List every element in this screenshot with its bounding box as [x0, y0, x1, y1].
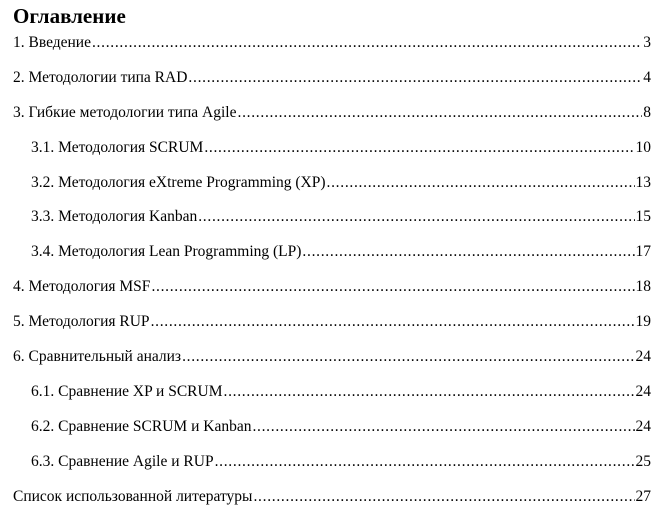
- toc-entry[interactable]: [13, 347, 651, 382]
- toc-entry[interactable]: [13, 33, 651, 68]
- dot-leader: [238, 103, 643, 122]
- toc-entry-label: 3.2. Методология eXtreme Programming (XP): [31, 173, 326, 191]
- dot-leader: [252, 417, 634, 436]
- toc-entry-page: 24: [635, 382, 651, 400]
- toc-entry[interactable]: [13, 103, 651, 138]
- toc-entry-label: 3.3. Методология Kanban: [31, 208, 198, 226]
- toc-entry-label: 1. Введение: [13, 34, 91, 51]
- dot-leader: [302, 242, 634, 261]
- toc-entry-page: 24: [635, 348, 651, 366]
- dot-leader: [92, 33, 642, 52]
- toc-entry[interactable]: [13, 277, 651, 312]
- toc-entry-label: 6. Сравнительный анализ: [13, 348, 182, 366]
- dot-leader: [204, 138, 634, 157]
- toc-entry[interactable]: [13, 382, 651, 417]
- toc-entry[interactable]: [13, 138, 651, 173]
- dot-leader: [151, 312, 635, 331]
- toc-entry-label: 3.1. Методология SCRUM: [31, 138, 204, 156]
- toc-entry[interactable]: [13, 487, 651, 514]
- toc-entry-page: 18: [635, 278, 651, 296]
- toc-entry-page: 8: [643, 103, 651, 121]
- dot-leader: [151, 277, 634, 296]
- dot-leader: [327, 173, 635, 192]
- toc-entry-page: 3: [643, 34, 651, 51]
- toc-entry-page: 19: [635, 313, 651, 331]
- dot-leader: [224, 382, 635, 401]
- toc-entry[interactable]: [13, 417, 651, 452]
- toc-entry[interactable]: [13, 68, 651, 103]
- toc-list: [13, 33, 651, 514]
- toc-entry-label: 5. Методология RUP: [13, 313, 150, 331]
- toc-entry-label: 6.1. Сравнение XP и SCRUM: [31, 382, 223, 400]
- toc-entry-label: Список использованной литературы: [13, 487, 253, 505]
- toc-entry[interactable]: [13, 173, 651, 208]
- toc-entry[interactable]: [13, 207, 651, 242]
- toc-title: Оглавление: [13, 4, 126, 28]
- toc-entry[interactable]: [13, 242, 651, 277]
- toc-entry-page: 24: [635, 417, 651, 435]
- toc-entry-page: 25: [635, 452, 651, 470]
- dot-leader: [188, 68, 642, 87]
- toc-entry[interactable]: [13, 312, 651, 347]
- dot-leader: [215, 452, 635, 471]
- toc-entry-page: 10: [635, 138, 651, 156]
- toc-entry[interactable]: [13, 452, 651, 487]
- toc-entry-label: 6.3. Сравнение Agile и RUP: [31, 452, 214, 470]
- toc-entry-page: 4: [643, 68, 651, 86]
- toc-entry-label: 2. Методологии типа RAD: [13, 68, 188, 86]
- toc-entry-page: 13: [635, 173, 651, 191]
- toc-entry-page: 27: [635, 487, 651, 505]
- toc-entry-page: 17: [635, 243, 651, 261]
- dot-leader: [198, 207, 634, 226]
- dot-leader: [182, 347, 634, 366]
- dot-leader: [253, 487, 634, 506]
- toc-entry-label: 6.2. Сравнение SCRUM и Kanban: [31, 417, 252, 435]
- toc-entry-label: 4. Методология MSF: [13, 278, 151, 296]
- toc-entry-page: 15: [635, 208, 651, 226]
- toc-entry-label: 3. Гибкие методологии типа Agile: [13, 103, 237, 121]
- toc-entry-label: 3.4. Методология Lean Programming (LP): [31, 243, 302, 261]
